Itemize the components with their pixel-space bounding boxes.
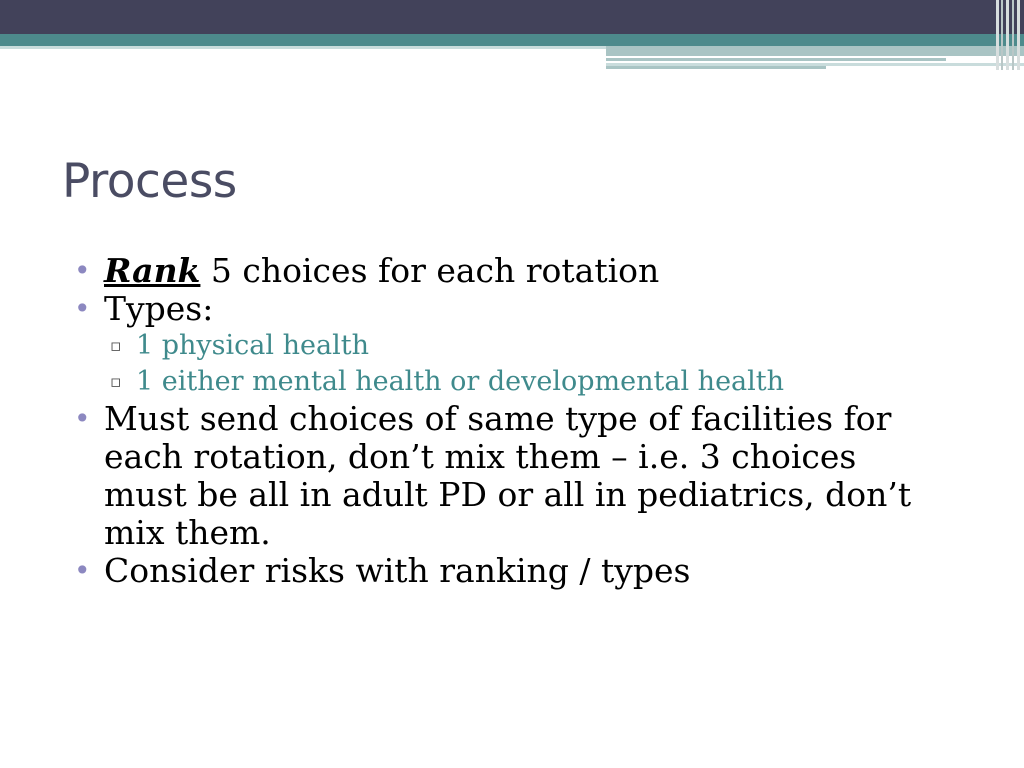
bullet-item — [74, 552, 994, 590]
bullet-text-line: must be all in adult PD or all in pediatrics, don’t — [104, 475, 912, 514]
square-bullet-icon: ▫ — [110, 372, 122, 392]
sub-bullet-text: 1 physical health — [136, 330, 369, 361]
bullet-text-line: Must send choices of same type of facilities for — [104, 399, 892, 438]
bullet-text: Types: — [104, 289, 214, 328]
bullet-text-line: each rotation, don’t mix them – i.e. 3 choices — [104, 437, 857, 476]
sub-bullet-item — [74, 328, 994, 364]
bullet-list — [74, 252, 994, 590]
bullet-dot-icon: • — [74, 254, 91, 287]
bullet-item — [74, 400, 994, 552]
square-bullet-icon: ▫ — [110, 336, 122, 356]
rank-emphasis: Rank — [104, 251, 201, 290]
sub-bullet-text: 1 either mental health or developmental health — [136, 366, 785, 397]
bullet-text-line: mix them. — [104, 513, 271, 552]
bullet-dot-icon: • — [74, 402, 91, 435]
bullet-dot-icon: • — [74, 554, 91, 587]
bullet-text: Consider risks with ranking / types — [104, 551, 691, 590]
header-decoration — [0, 0, 1024, 80]
sub-bullet-item — [74, 364, 994, 400]
bullet-item — [74, 252, 994, 290]
bullet-dot-icon: • — [74, 292, 91, 325]
slide-title: Process — [62, 154, 237, 209]
bullet-item — [74, 290, 994, 328]
bullet-text: 5 choices for each rotation — [200, 251, 660, 290]
